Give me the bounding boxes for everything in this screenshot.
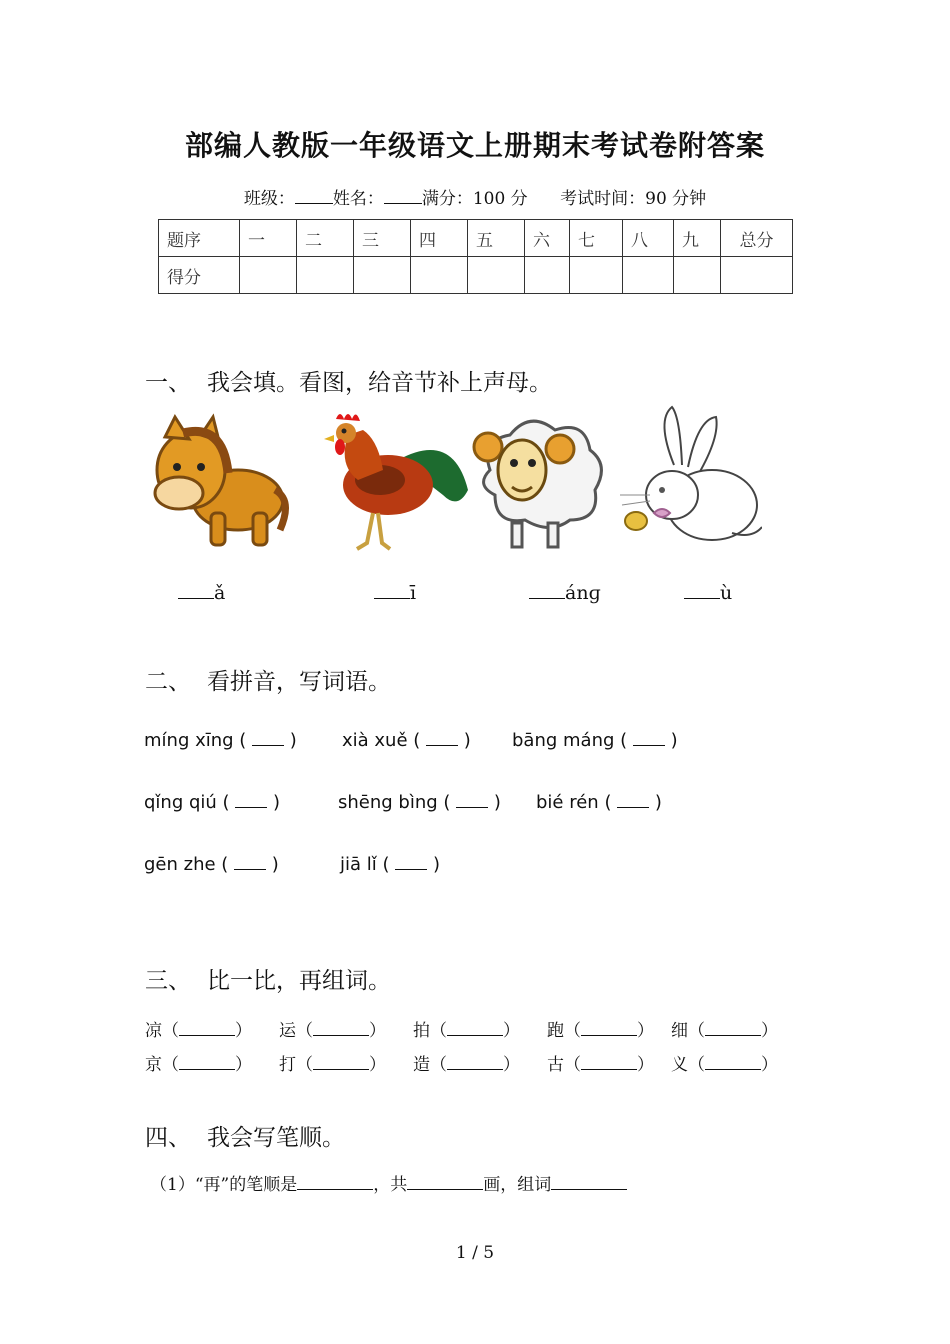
name-blank[interactable]: [384, 187, 422, 204]
word-blank[interactable]: [705, 1021, 761, 1036]
word-blank[interactable]: [313, 1055, 369, 1070]
word-blank[interactable]: [447, 1021, 503, 1036]
word-blank[interactable]: [235, 793, 267, 808]
rabbit-image: [612, 405, 762, 555]
initial-blank[interactable]: [684, 580, 720, 599]
pinyin-text: shēng bìng: [338, 792, 438, 813]
section-2-heading: [145, 663, 391, 696]
table-cell: 五: [468, 220, 525, 257]
compare-item: 义（ ）: [671, 1055, 778, 1075]
compare-item: 跑（ ）: [547, 1021, 654, 1041]
section-number: 二、: [145, 669, 191, 695]
initial-blank[interactable]: [178, 580, 214, 599]
pinyin-text: xià xuě: [342, 730, 408, 751]
pinyin-item: bāng máng ( ): [512, 730, 678, 751]
table-cell: 总分: [721, 220, 793, 257]
full-score: 满分：100 分: [421, 189, 528, 209]
table-cell: 六: [525, 220, 570, 257]
score-table-score-row: [159, 257, 793, 294]
score-table-header-row: [159, 220, 793, 257]
pinyin-text: bié rén: [536, 792, 599, 813]
word-blank[interactable]: [456, 793, 488, 808]
table-cell: 三: [354, 220, 411, 257]
name-label: 姓名：: [332, 189, 384, 209]
pinyin-item: gēn zhe ( ): [144, 854, 279, 875]
initial-answer-1: [178, 580, 225, 604]
class-blank[interactable]: [295, 187, 333, 204]
compare-item: 京（ ）: [145, 1055, 252, 1075]
stroke-order-question: [150, 1170, 627, 1195]
sheep-image: [460, 405, 610, 555]
class-label: 班级：: [243, 189, 295, 209]
score-cell[interactable]: [623, 257, 674, 294]
table-cell: 得分: [159, 257, 240, 294]
pinyin-item: míng xīng ( ): [144, 730, 297, 751]
word-blank[interactable]: [426, 731, 458, 746]
pinyin-text: jiā lǐ: [340, 854, 377, 875]
word-blank[interactable]: [447, 1055, 503, 1070]
word-blank[interactable]: [179, 1055, 235, 1070]
question-text: ，共: [373, 1175, 408, 1195]
word-blank[interactable]: [581, 1055, 637, 1070]
compare-char: 古: [547, 1055, 564, 1075]
table-cell: 一: [240, 220, 297, 257]
pinyin-text: gēn zhe: [144, 854, 216, 875]
compare-char: 造: [413, 1055, 430, 1075]
final-syllable: ǎ: [214, 582, 226, 604]
section-number: 一、: [145, 370, 191, 396]
pinyin-item: xià xuě ( ): [342, 730, 471, 751]
compare-item: 细（ ）: [671, 1021, 778, 1041]
section-title: 比一比，再组词。: [207, 968, 391, 994]
score-cell[interactable]: [525, 257, 570, 294]
pinyin-item: jiā lǐ ( ): [340, 854, 440, 875]
pinyin-item: qǐng qiú ( ): [144, 792, 281, 813]
score-cell[interactable]: [411, 257, 468, 294]
compare-char: 凉: [145, 1021, 162, 1041]
initial-blank[interactable]: [374, 580, 410, 599]
pinyin-item: shēng bìng ( ): [338, 792, 501, 813]
score-cell[interactable]: [721, 257, 793, 294]
rooster-image: [318, 405, 468, 555]
section-title: 我会填。看图，给音节补上声母。: [207, 370, 552, 396]
word-blank[interactable]: [313, 1021, 369, 1036]
exam-info: [0, 184, 950, 209]
word-blank[interactable]: [252, 731, 284, 746]
pinyin-text: qǐng qiú: [144, 792, 217, 813]
final-syllable: ī: [410, 582, 417, 604]
final-syllable: ù: [720, 582, 733, 604]
compare-item: 运（ ）: [279, 1021, 386, 1041]
section-title: 我会写笔顺。: [207, 1125, 345, 1151]
word-blank[interactable]: [617, 793, 649, 808]
compare-char: 拍: [413, 1021, 430, 1041]
compare-item: 造（ ）: [413, 1055, 520, 1075]
compare-char: 细: [671, 1021, 688, 1041]
section-3-heading: [145, 962, 391, 995]
question-text: 画，组词: [483, 1175, 552, 1195]
compare-item: 打（ ）: [279, 1055, 386, 1075]
section-4-heading: [145, 1119, 345, 1152]
word-blank[interactable]: [395, 855, 427, 870]
table-cell: 题序: [159, 220, 240, 257]
page-title: 部编人教版一年级语文上册期末考试卷附答案: [184, 129, 765, 162]
word-blank[interactable]: [179, 1021, 235, 1036]
word-blank[interactable]: [234, 855, 266, 870]
horse-image: [143, 405, 293, 555]
stroke-count-blank[interactable]: [407, 1175, 483, 1190]
exam-time: 考试时间：90 分钟: [560, 189, 707, 209]
initial-answer-4: [684, 580, 732, 604]
score-cell[interactable]: [240, 257, 297, 294]
score-cell[interactable]: [570, 257, 623, 294]
table-cell: 二: [297, 220, 354, 257]
table-cell: 七: [570, 220, 623, 257]
word-blank[interactable]: [633, 731, 665, 746]
compare-char: 义: [671, 1055, 688, 1075]
word-blank[interactable]: [551, 1175, 627, 1190]
section-title: 看拼音，写词语。: [207, 669, 391, 695]
score-cell[interactable]: [297, 257, 354, 294]
score-table: [158, 219, 793, 294]
compare-char: 跑: [547, 1021, 564, 1041]
table-cell: 九: [674, 220, 721, 257]
section-1-heading: [145, 364, 552, 397]
initial-answer-3: [529, 580, 601, 604]
initial-blank[interactable]: [529, 580, 565, 599]
word-blank[interactable]: [705, 1055, 761, 1070]
section-number: 四、: [145, 1125, 191, 1151]
score-cell[interactable]: [354, 257, 411, 294]
pinyin-text: míng xīng: [144, 730, 234, 751]
compare-item: 凉（ ）: [145, 1021, 252, 1041]
initial-answer-2: [374, 580, 416, 604]
word-blank[interactable]: [581, 1021, 637, 1036]
compare-char: 打: [279, 1055, 296, 1075]
compare-item: 拍（ ）: [413, 1021, 520, 1041]
compare-item: 古（ ）: [547, 1055, 654, 1075]
page-number: 1 / 5: [455, 1243, 495, 1263]
pinyin-item: bié rén ( ): [536, 792, 662, 813]
score-cell[interactable]: [468, 257, 525, 294]
stroke-order-blank[interactable]: [297, 1175, 373, 1190]
pinyin-text: bāng máng: [512, 730, 615, 751]
table-cell: 四: [411, 220, 468, 257]
question-text: （1）“再”的笔顺是: [150, 1175, 298, 1195]
table-cell: 八: [623, 220, 674, 257]
compare-char: 运: [279, 1021, 296, 1041]
compare-char: 京: [145, 1055, 162, 1075]
final-syllable: ánɡ: [565, 582, 601, 604]
score-cell[interactable]: [674, 257, 721, 294]
section-number: 三、: [145, 968, 191, 994]
